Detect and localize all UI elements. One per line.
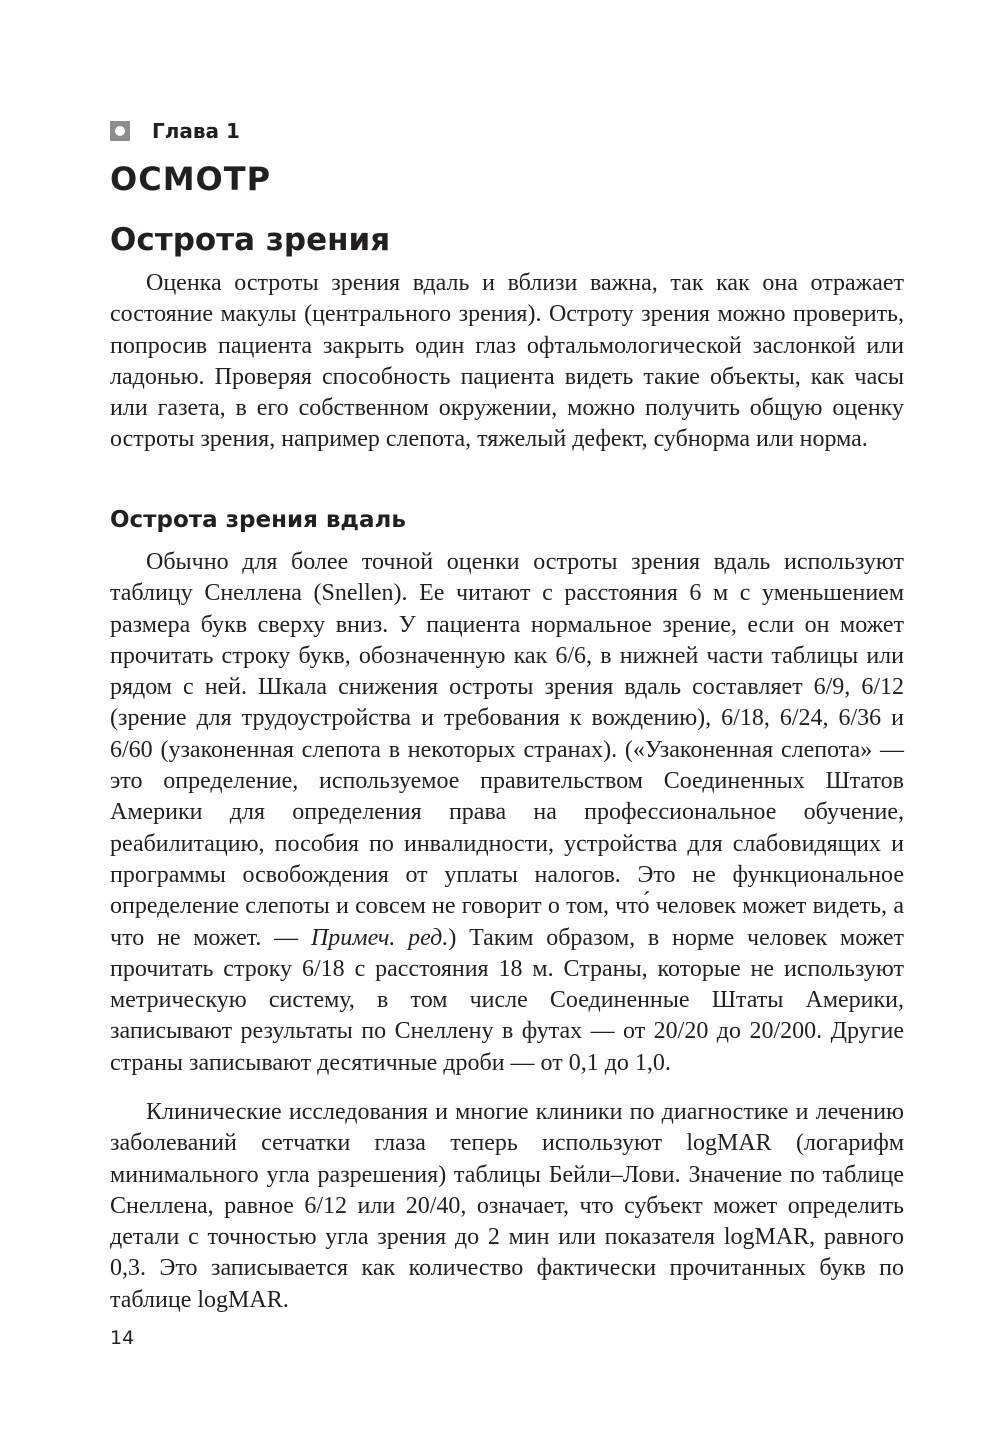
paragraph-tail-text: ) Таким образом, в норме человек может прочитать строку 6/18 с расстояния 18 м. Страны, которые не используют метрическую систему, в том числе Соединенные Штаты Америки, записывают результаты по Снеллену в футах — от 20/20 до 20/200. Другие страны записывают десятичные дроби — от 0,1 до 1,0. [110,924,905,1076]
chapter-header [110,116,240,146]
subsection-title: Острота зрения вдаль [110,507,406,533]
chapter-label: Глава 1 [152,119,240,143]
subsection-paragraph-2: Клинические исследования и многие клиники по диагностике и лечению заболеваний сетчатки глаза теперь используют logMAR (логарифм минимального угла разрешения) таблицы Бейли–Лови. Значение по таблице Снеллена, равное 6/12 или 20/40, означает, что субъект может определить детали с точностью угла зрения до 2 мин или показателя logMAR, равного 0,3. Это записывается как количество фактически прочитанных букв по таблице logMAR. [110,1099,904,1313]
chapter-title: ОСМОТР [110,160,272,198]
subsection-paragraph [110,547,904,1079]
paragraph-main-text: Обычно для более точной оценки остроты зрения вдаль используют таблицу Снеллена (Snellen). Ее читают с расстояния 6 м с уменьшением размера букв сверху вниз. У пациента нормальное зрение, если он может прочитать строку букв, обозначенную как 6/6, в нижней части таблицы или рядом с ней. Шкала снижения остроты зрения вдаль составляет 6/9, 6/12 (зрение для трудоустройства и требования к вождению), 6/18, 6/24, 6/36 и 6/60 (узаконенная слепота в некоторых странах). («Узаконенная слепота» — это определение, используемое правительством Соединенных Штатов Америки для определения права на профессиональное обучение, реабилитацию, пособия по инвалидности, устройства для слабовидящих и программы освобождения от уплаты налогов. Это не функциональное определение слепоты и совсем не говорит о том, что́ человек может видеть, а что не может. — [110,549,904,951]
editor-note: Примеч. ред. [310,924,449,951]
section-paragraph: Оценка остроты зрения вдаль и вблизи важна, так как она отражает состояние макулы (центрального зрения). Остроту зрения можно проверить, попросив пациента закрыть один глаз офтальмологической заслонкой или ладонью. Проверяя способность пациента видеть такие объекты, как часы или газета, в его собственном окружении, можно получить общую оценку остроты зрения, например слепота, тяжелый дефект, субнорма или норма. [110,270,904,453]
page-number: 14 [110,1327,135,1349]
section-title: Острота зрения [110,222,391,258]
chapter-marker-icon [110,121,130,141]
